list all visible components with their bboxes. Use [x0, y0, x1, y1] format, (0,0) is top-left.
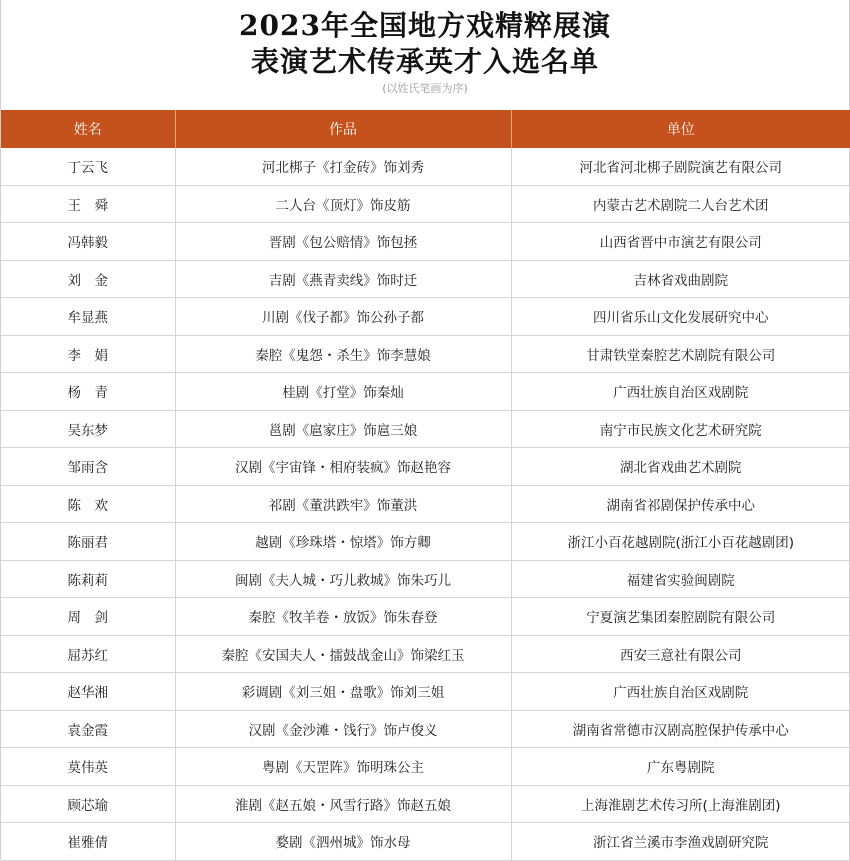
cell-unit: 四川省乐山文化发展研究中心 — [511, 298, 850, 336]
cell-work: 吉剧《燕青卖线》饰时迁 — [175, 260, 511, 298]
cell-work: 汉剧《金沙滩・饯行》饰卢俊义 — [175, 710, 511, 748]
title-block — [1, 0, 849, 110]
cell-unit: 西安三意社有限公司 — [511, 635, 850, 673]
cell-name: 陈丽君 — [1, 523, 175, 561]
cell-work: 汉剧《宇宙锋・相府装疯》饰赵艳容 — [175, 448, 511, 486]
table-body — [1, 148, 850, 860]
cell-unit: 湖南省常德市汉剧高腔保护传承中心 — [511, 710, 850, 748]
page-title-line-1: 2023年全国地方戏精粹展演 — [239, 9, 611, 42]
table-row — [1, 823, 850, 861]
table-row — [1, 710, 850, 748]
cell-work: 秦腔《牧羊卷・放饭》饰朱春登 — [175, 598, 511, 636]
table-row — [1, 335, 850, 373]
cell-name: 冯韩毅 — [1, 223, 175, 261]
cell-name: 邹雨含 — [1, 448, 175, 486]
header-unit: 单位 — [511, 110, 850, 148]
cell-unit: 山西省晋中市演艺有限公司 — [511, 223, 850, 261]
table-row — [1, 523, 850, 561]
header-work: 作品 — [175, 110, 511, 148]
cell-name: 陈 欢 — [1, 485, 175, 523]
table-row — [1, 260, 850, 298]
table-row — [1, 598, 850, 636]
table-row — [1, 373, 850, 411]
cell-unit: 南宁市民族文化艺术研究院 — [511, 410, 850, 448]
table-row — [1, 785, 850, 823]
table-row — [1, 560, 850, 598]
cell-work: 粤剧《天罡阵》饰明珠公主 — [175, 748, 511, 786]
cell-name: 陈莉莉 — [1, 560, 175, 598]
cell-work: 婺剧《泗州城》饰水母 — [175, 823, 511, 861]
cell-unit: 湖北省戏曲艺术剧院 — [511, 448, 850, 486]
cell-name: 牟显燕 — [1, 298, 175, 336]
cell-work: 淮剧《赵五娘・风雪行路》饰赵五娘 — [175, 785, 511, 823]
table-row — [1, 635, 850, 673]
cell-unit: 广西壮族自治区戏剧院 — [511, 373, 850, 411]
header-name: 姓名 — [1, 110, 175, 148]
cell-work: 秦腔《鬼怨・杀生》饰李慧娘 — [175, 335, 511, 373]
cell-name: 袁金霞 — [1, 710, 175, 748]
cell-work: 晋剧《包公赔情》饰包拯 — [175, 223, 511, 261]
table-row — [1, 448, 850, 486]
table-row — [1, 298, 850, 336]
cell-name: 杨 青 — [1, 373, 175, 411]
cell-unit: 吉林省戏曲剧院 — [511, 260, 850, 298]
selection-table — [1, 110, 850, 861]
cell-name: 吴东梦 — [1, 410, 175, 448]
cell-work: 二人台《顶灯》饰皮筋 — [175, 185, 511, 223]
cell-unit: 福建省实验闽剧院 — [511, 560, 850, 598]
cell-name: 顾芯瑜 — [1, 785, 175, 823]
ordering-note: (以姓氏笔画为序) — [382, 82, 468, 95]
cell-unit: 内蒙古艺术剧院二人台艺术团 — [511, 185, 850, 223]
cell-unit: 河北省河北梆子剧院演艺有限公司 — [511, 148, 850, 185]
cell-name: 刘 金 — [1, 260, 175, 298]
table-row — [1, 748, 850, 786]
cell-name: 赵华湘 — [1, 673, 175, 711]
table-row — [1, 673, 850, 711]
cell-unit: 甘肃铁堂秦腔艺术剧院有限公司 — [511, 335, 850, 373]
cell-name: 李 娟 — [1, 335, 175, 373]
table-row — [1, 410, 850, 448]
cell-work: 秦腔《安国夫人・擂鼓战金山》饰梁红玉 — [175, 635, 511, 673]
cell-name: 周 剑 — [1, 598, 175, 636]
cell-unit: 广西壮族自治区戏剧院 — [511, 673, 850, 711]
table-row — [1, 148, 850, 185]
table-row — [1, 185, 850, 223]
cell-work: 彩调剧《刘三姐・盘歌》饰刘三姐 — [175, 673, 511, 711]
table-header-row — [1, 110, 850, 148]
table-row — [1, 223, 850, 261]
cell-work: 越剧《珍珠塔・惊塔》饰方卿 — [175, 523, 511, 561]
page-title-line-2: 表演艺术传承英才入选名单 — [250, 45, 599, 78]
cell-work: 川剧《伐子都》饰公孙子都 — [175, 298, 511, 336]
cell-unit: 湖南省祁剧保护传承中心 — [511, 485, 850, 523]
cell-unit: 浙江小百花越剧院(浙江小百花越剧团) — [511, 523, 850, 561]
cell-name: 莫伟英 — [1, 748, 175, 786]
cell-work: 桂剧《打堂》饰秦灿 — [175, 373, 511, 411]
cell-unit: 浙江省兰溪市李渔戏剧研究院 — [511, 823, 850, 861]
cell-name: 屈苏红 — [1, 635, 175, 673]
cell-unit: 宁夏演艺集团秦腔剧院有限公司 — [511, 598, 850, 636]
cell-work: 河北梆子《打金砖》饰刘秀 — [175, 148, 511, 185]
cell-work: 邕剧《扈家庄》饰扈三娘 — [175, 410, 511, 448]
cell-name: 崔雅倩 — [1, 823, 175, 861]
cell-work: 闽剧《夫人城・巧儿救城》饰朱巧儿 — [175, 560, 511, 598]
cell-name: 丁云飞 — [1, 148, 175, 185]
cell-name: 王 舜 — [1, 185, 175, 223]
cell-unit: 上海淮剧艺术传习所(上海淮剧团) — [511, 785, 850, 823]
table-row — [1, 485, 850, 523]
cell-work: 祁剧《董洪跌牢》饰董洪 — [175, 485, 511, 523]
cell-unit: 广东粤剧院 — [511, 748, 850, 786]
